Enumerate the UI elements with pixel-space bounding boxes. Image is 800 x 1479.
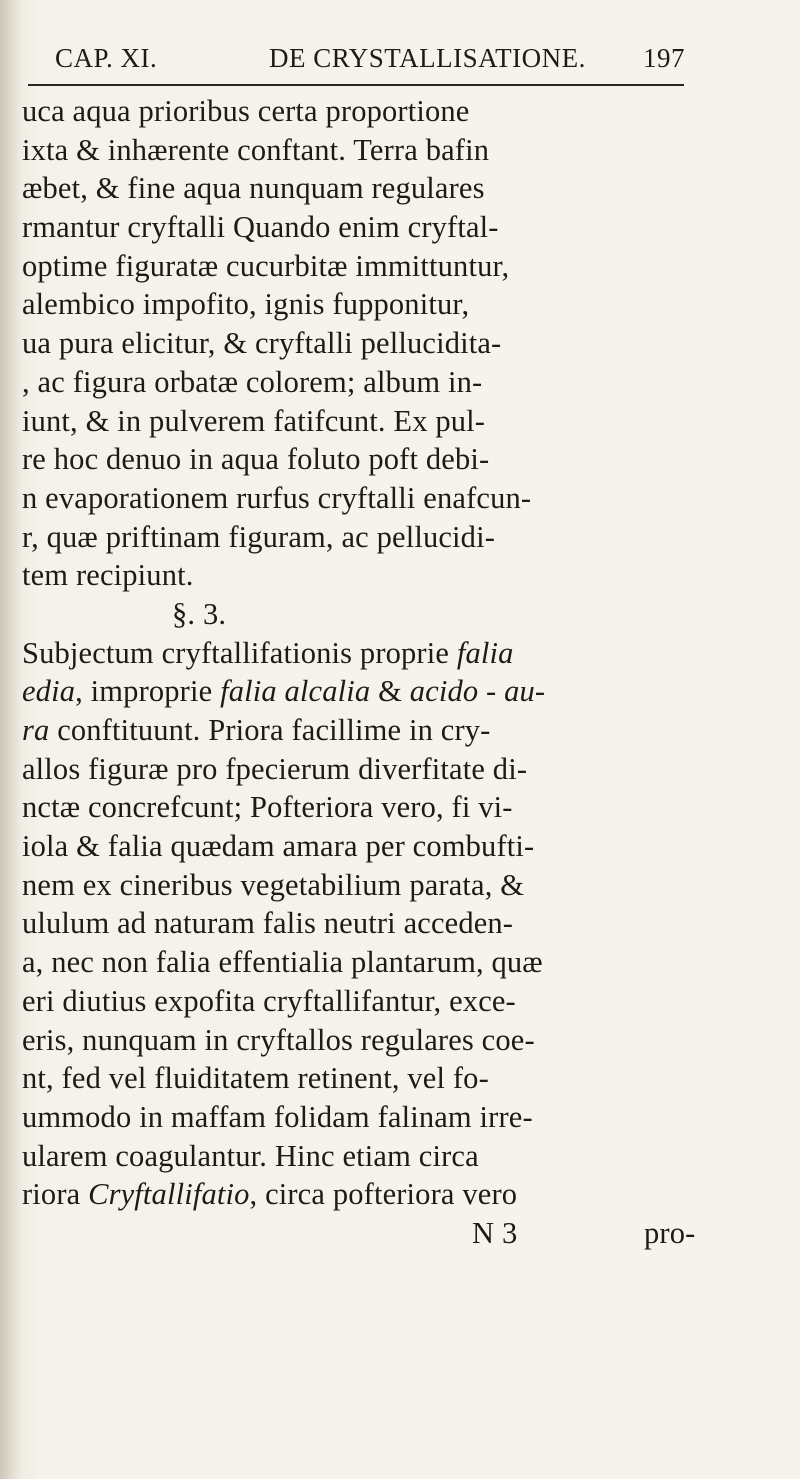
italic-term: acido - au- — [409, 674, 546, 709]
text-line: , ac figura orbatæ colorem; album in- — [22, 364, 483, 399]
text-line: eris, nunquam in cryftallos regulares coe- — [22, 1022, 535, 1057]
italic-term: ra — [22, 713, 50, 747]
text-run: , improprie — [75, 674, 221, 709]
signature-mark: N 3 — [472, 1215, 518, 1250]
section-mark: §. 3. — [172, 596, 227, 631]
text-line: ularem coagulantur. Hinc etiam circa — [22, 1138, 479, 1173]
text-run: Subjectum cryftallifationis proprie — [22, 635, 457, 670]
text-line: iunt, & in pulverem fatifcunt. Ex pul- — [22, 403, 486, 438]
catchword: pro- — [644, 1215, 696, 1250]
text-line: eri diutius expofita cryftallifantur, exce- — [22, 983, 516, 1018]
text-run: , circa pofteriora vero — [249, 1177, 518, 1212]
text-line: uca aqua prioribus certa proportione — [22, 94, 470, 128]
text-line: ummodo in maffam folidam falinam irre- — [22, 1099, 533, 1134]
text-run: riora — [22, 1177, 89, 1212]
text-line: æbet, & fine aqua nunquam regulares — [22, 171, 485, 206]
text-line: iola & falia quædam amara per combufti- — [22, 829, 535, 864]
text-line: nt, fed vel fluiditatem retinent, vel fo- — [22, 1061, 489, 1096]
italic-term: falia alcalia — [220, 674, 371, 709]
text-line: r, quæ priftinam figuram, ac pellucidi- — [22, 519, 496, 554]
text-run: conftituunt. Priora facillime in cry- — [49, 713, 491, 747]
text-line: n evaporationem rurfus cryftalli enafcun- — [22, 480, 532, 515]
text-line: a, nec non falia effentialia plantarum, quæ — [22, 945, 543, 980]
text-line: re hoc denuo in aqua foluto poft debi- — [22, 442, 490, 477]
text-line: nctæ concrefcunt; Pofteriora vero, fi vi- — [22, 790, 513, 825]
italic-term: Cryftallifatio — [88, 1177, 250, 1212]
text-line: ixta & inhærente conftant. Terra bafin — [22, 132, 490, 167]
chapter-label: CAP. XI. — [55, 43, 158, 73]
body-text — [22, 92, 762, 1253]
page-number: 197 — [643, 43, 685, 73]
text-run: & — [370, 674, 410, 709]
text-line: alembico impofito, ignis fupponitur, — [22, 287, 470, 322]
text-line — [22, 1175, 762, 1214]
text-line — [22, 634, 762, 673]
text-line: rmantur cryftalli Quando enim cryftal- — [22, 210, 499, 245]
text-line: allos figuræ pro fpecierum diverfitate di- — [22, 751, 528, 786]
gutter-shadow — [0, 0, 22, 1479]
text-line — [22, 711, 762, 750]
text-line: ua pura elicitur, & cryftalli pellucidita- — [22, 326, 502, 361]
header-rule — [28, 84, 684, 86]
italic-term: edia — [22, 674, 76, 709]
text-line: nem ex cineribus vegetabilium parata, & — [22, 867, 525, 902]
text-line: optime figuratæ cucurbitæ immittuntur, — [22, 248, 510, 283]
text-line — [22, 672, 762, 711]
text-line: tem recipiunt. — [22, 558, 194, 593]
running-head — [55, 38, 685, 78]
italic-term: falia — [456, 635, 514, 670]
text-line: ululum ad naturam falis neutri acceden- — [22, 906, 514, 941]
page-footer — [22, 1214, 762, 1253]
chapter-title: DE CRYSTALLISATIONE. — [269, 43, 586, 73]
